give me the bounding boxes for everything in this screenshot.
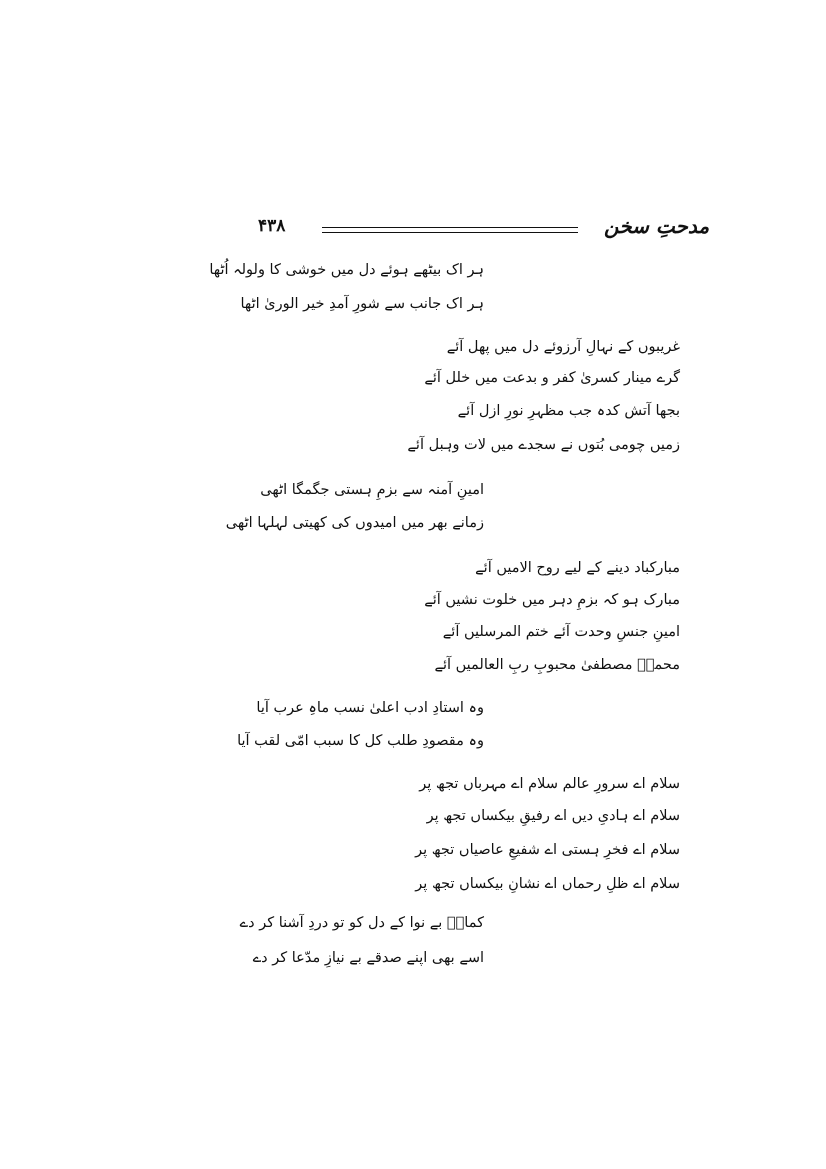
verse-line: زمانے بھر میں امیدوں کی کھیتی لہلہا اٹھی — [225, 515, 484, 531]
verse-line: سلام اے ظلِ رحماں اے نشانِ بیکساں تجھ پر — [415, 876, 680, 892]
verse-line: امینِ جنسِ وحدت آئے ختم المرسلیں آئے — [442, 624, 680, 640]
verse-line: ہر اک بیٹھے ہوئے دل میں خوشی کا ولولہ اُٹھا — [209, 262, 484, 278]
verse-line: کمالؔ بے نوا کے دل کو تو دردِ آشنا کر دے — [239, 915, 484, 931]
verse-line: اسے بھی اپنے صدقے بے نیازِ مدّعا کر دے — [252, 950, 484, 966]
verse-line: مبارک ہو کہ بزمِ دہر میں خلوت نشیں آئے — [424, 592, 680, 608]
verse-line: مبارکباد دینے کے لیے روح الامیں آئے — [475, 560, 680, 576]
verse-line: سلام اے سرورِ عالم سلام اے مہرباں تجھ پر — [419, 776, 680, 792]
verse-line: گرے مینار کسریٰ کفر و بدعت میں خلل آئے — [424, 370, 680, 386]
verse-line: زمیں چومی بُتوں نے سجدے میں لات وہبل آئے — [407, 437, 680, 453]
page-header — [0, 214, 826, 244]
header-rule-top — [322, 227, 578, 228]
verse-line: سلام اے ہادیِ دیں اے رفیقِ بیکساں تجھ پر — [426, 808, 680, 824]
verse-line: وہ استادِ ادب اعلیٰ نسب ماہِ عرب آیا — [256, 700, 484, 716]
verse-line: امینِ آمنہ سے بزمِ ہستی جگمگا اٹھی — [260, 482, 484, 498]
verse-line: ہر اک جانب سے شورِ آمدِ خیر الوریٰ اٹھا — [240, 296, 484, 312]
header-rule-bottom — [322, 232, 578, 233]
book-title: مدحتِ سخن — [604, 214, 710, 238]
verse-line: وہ مقصودِ طلب کل کا سبب امّی لقب آیا — [237, 733, 484, 749]
verse-line: محمدؐ مصطفیٰ محبوبِ ربِ العالمیں آئے — [434, 657, 680, 673]
verse-line: سلام اے فخرِ ہستی اے شفیعِ عاصیاں تجھ پر — [415, 842, 680, 858]
verse-line: بجھا آتش کدہ جب مظہرِ نورِ ازل آئے — [457, 403, 680, 419]
page-number: ۴۳۸ — [258, 216, 286, 236]
verse-line: غریبوں کے نہالِ آرزوئے دل میں پھل آئے — [446, 339, 680, 355]
